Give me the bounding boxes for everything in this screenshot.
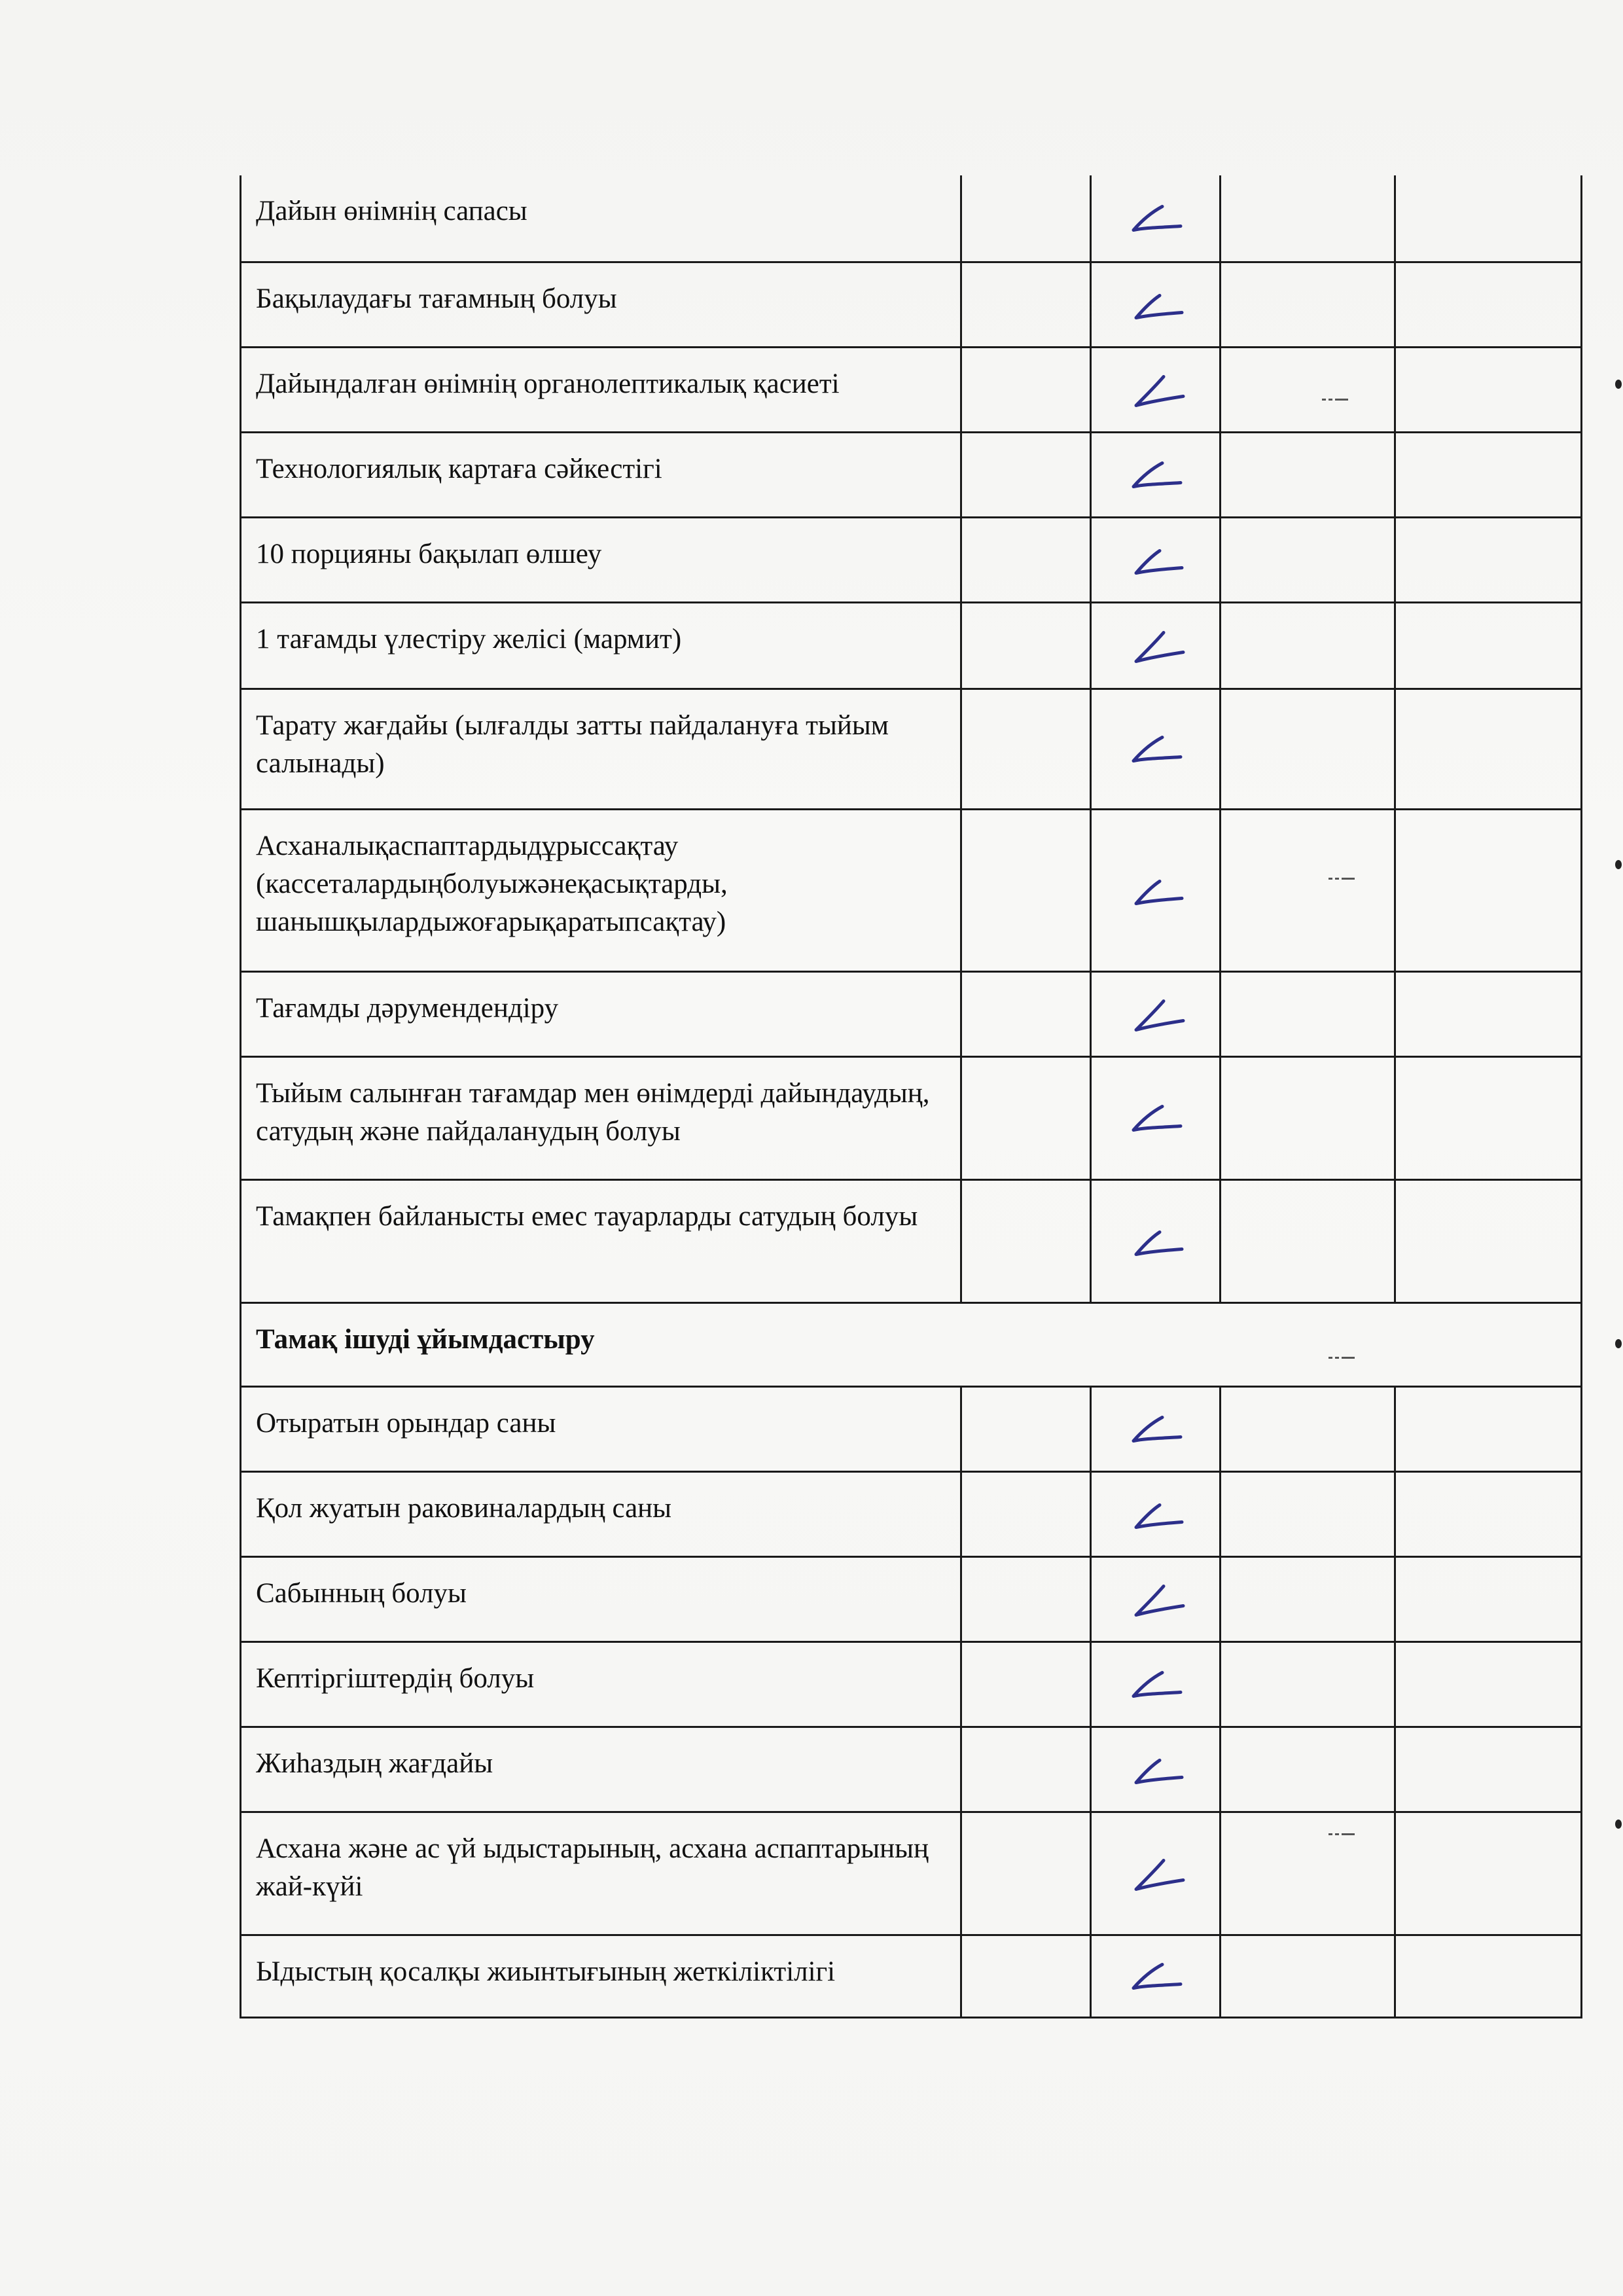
handwritten-check-icon [1116,994,1195,1039]
mark-cell-col-2 [1091,1812,1221,1935]
mark-cell-col-3 [1221,175,1395,262]
mark-cell-col-3 [1221,1386,1395,1471]
criterion-label: Технологиялық картаға сәйкестігі [241,432,961,517]
mark-cell-col-4 [1395,1556,1582,1641]
criterion-label: Отыратын орындар саны [241,1386,961,1471]
margin-speck [1615,860,1622,869]
criterion-label: Дайын өнімнің сапасы [241,175,961,262]
mark-cell-col-3 [1221,347,1395,432]
mark-cell-col-4 [1395,1179,1582,1302]
mark-cell-col-2 [1091,602,1221,689]
criterion-label: Дайындалған өнімнің органолептикалық қасиеті [241,347,961,432]
stray-mark [1329,1354,1357,1360]
criterion-label: Тағамды дәрумендендіру [241,971,961,1056]
mark-cell-col-3 [1221,1727,1395,1812]
mark-cell-col-2 [1091,1641,1221,1727]
criterion-label: Жиһаздың жағдайы [241,1727,961,1812]
mark-cell-col-1 [961,1386,1091,1471]
mark-cell-col-4 [1395,971,1582,1056]
checklist-row [241,1935,1582,2017]
stray-mark [1329,1830,1357,1837]
mark-cell-col-4 [1395,1727,1582,1812]
mark-cell-col-2 [1091,175,1221,262]
mark-cell-col-4 [1395,432,1582,517]
mark-cell-col-2 [1091,1556,1221,1641]
handwritten-check-icon [1116,1221,1195,1266]
mark-cell-col-2 [1091,432,1221,517]
mark-cell-col-4 [1395,1935,1582,2017]
mark-cell-col-4 [1395,175,1582,262]
mark-cell-col-4 [1395,1386,1582,1471]
mark-cell-col-4 [1395,1812,1582,1935]
mark-cell-col-2 [1091,262,1221,347]
mark-cell-col-3 [1221,1179,1395,1302]
handwritten-check-icon [1116,1579,1195,1624]
mark-cell-col-1 [961,347,1091,432]
mark-cell-col-3 [1221,1812,1395,1935]
mark-cell-col-1 [961,262,1091,347]
handwritten-check-icon [1116,284,1195,330]
checklist-row [241,1056,1582,1179]
criterion-label: Қол жуатын раковиналардың саны [241,1471,961,1556]
mark-cell-col-4 [1395,809,1582,971]
checklist-row [241,1179,1582,1302]
mark-cell-col-1 [961,432,1091,517]
checklist-row [241,1812,1582,1935]
handwritten-check-icon [1116,1749,1195,1795]
mark-cell-col-4 [1395,1641,1582,1727]
criterion-label: Кептіргіштердің болуы [241,1641,961,1727]
checklist-row [241,809,1582,971]
handwritten-check-icon [1116,728,1195,774]
mark-cell-col-3 [1221,971,1395,1056]
mark-cell-col-1 [961,602,1091,689]
mark-cell-col-3 [1221,1056,1395,1179]
mark-cell-col-1 [961,1727,1091,1812]
mark-cell-col-4 [1395,517,1582,602]
mark-cell-col-3 [1221,1935,1395,2017]
margin-speck [1615,1339,1622,1348]
checklist-row [241,1471,1582,1556]
checklist-row [241,1386,1582,1471]
mark-cell-col-1 [961,809,1091,971]
mark-cell-col-1 [961,1179,1091,1302]
handwritten-check-icon [1116,1853,1195,1899]
handwritten-check-icon [1116,1664,1195,1710]
criterion-label: Асхана және ас үй ыдыстарының, асхана аспаптарының жай-күйі [241,1812,961,1935]
checklist-row [241,1641,1582,1727]
criterion-label: Тарату жағдайы (ылғалды затты пайдалануға тыйым салынады) [241,689,961,809]
checklist-row [241,689,1582,809]
mark-cell-col-1 [961,1935,1091,2017]
criterion-label: 1 тағамды үлестіру желісі (мармит) [241,602,961,689]
mark-cell-col-1 [961,1556,1091,1641]
checklist-row [241,1727,1582,1812]
section-row [241,1302,1582,1386]
stray-mark [1329,874,1357,881]
mark-cell-col-3 [1221,1471,1395,1556]
mark-cell-col-1 [961,1471,1091,1556]
mark-cell-col-2 [1091,1935,1221,2017]
margin-speck [1615,1820,1622,1829]
mark-cell-col-3 [1221,602,1395,689]
mark-cell-col-3 [1221,517,1395,602]
handwritten-check-icon [1116,1408,1195,1454]
criterion-label: Бақылаудағы тағамның болуы [241,262,961,347]
mark-cell-col-2 [1091,689,1221,809]
mark-cell-col-4 [1395,1471,1582,1556]
handwritten-check-icon [1116,625,1195,671]
handwritten-check-icon [1116,539,1195,585]
mark-cell-col-3 [1221,262,1395,347]
handwritten-check-icon [1116,198,1195,243]
checklist-row [241,517,1582,602]
criterion-label: Тыйым салынған тағамдар мен өнімдерді дайындаудың, сатудың және пайдаланудың болуы [241,1056,961,1179]
handwritten-check-icon [1116,454,1195,500]
mark-cell-col-3 [1221,809,1395,971]
handwritten-check-icon [1116,1098,1195,1143]
mark-cell-col-4 [1395,1056,1582,1179]
mark-cell-col-2 [1091,1386,1221,1471]
mark-cell-col-2 [1091,971,1221,1056]
mark-cell-col-2 [1091,517,1221,602]
mark-cell-col-1 [961,689,1091,809]
mark-cell-col-2 [1091,809,1221,971]
mark-cell-col-2 [1091,347,1221,432]
checklist-row [241,347,1582,432]
criterion-label: Сабынның болуы [241,1556,961,1641]
mark-cell-col-3 [1221,432,1395,517]
mark-cell-col-2 [1091,1056,1221,1179]
section-title: Тамақ ішуді ұйымдастыру [241,1302,1582,1386]
mark-cell-col-1 [961,971,1091,1056]
mark-cell-col-3 [1221,1556,1395,1641]
mark-cell-col-4 [1395,602,1582,689]
checklist-row [241,175,1582,262]
margin-speck [1615,380,1622,389]
mark-cell-col-3 [1221,689,1395,809]
mark-cell-col-2 [1091,1471,1221,1556]
checklist-row [241,432,1582,517]
criterion-label: 10 порцияны бақылап өлшеу [241,517,961,602]
inspection-checklist-table [240,175,1582,2018]
mark-cell-col-4 [1395,689,1582,809]
criterion-label: Ыдыстың қосалқы жиынтығының жеткіліктілігі [241,1935,961,2017]
mark-cell-col-1 [961,517,1091,602]
mark-cell-col-3 [1221,1641,1395,1727]
mark-cell-col-1 [961,1641,1091,1727]
handwritten-check-icon [1116,1956,1195,2001]
stray-mark [1322,395,1351,402]
checklist-row [241,602,1582,689]
mark-cell-col-1 [961,175,1091,262]
mark-cell-col-2 [1091,1727,1221,1812]
mark-cell-col-4 [1395,262,1582,347]
criterion-label: Асханалықаспаптардыдұрыссақтау (кассеталардыңболуыжәнеқасықтарды, шанышқылардыжоғарықаратыпсақтау) [241,809,961,971]
checklist-row [241,262,1582,347]
mark-cell-col-4 [1395,347,1582,432]
mark-cell-col-1 [961,1812,1091,1935]
handwritten-check-icon [1116,870,1195,916]
handwritten-check-icon [1116,1494,1195,1539]
checklist-row [241,1556,1582,1641]
mark-cell-col-2 [1091,1179,1221,1302]
handwritten-check-icon [1116,369,1195,415]
mark-cell-col-1 [961,1056,1091,1179]
checklist-row [241,971,1582,1056]
criterion-label: Тамақпен байланысты емес тауарларды сатудың болуы [241,1179,961,1302]
